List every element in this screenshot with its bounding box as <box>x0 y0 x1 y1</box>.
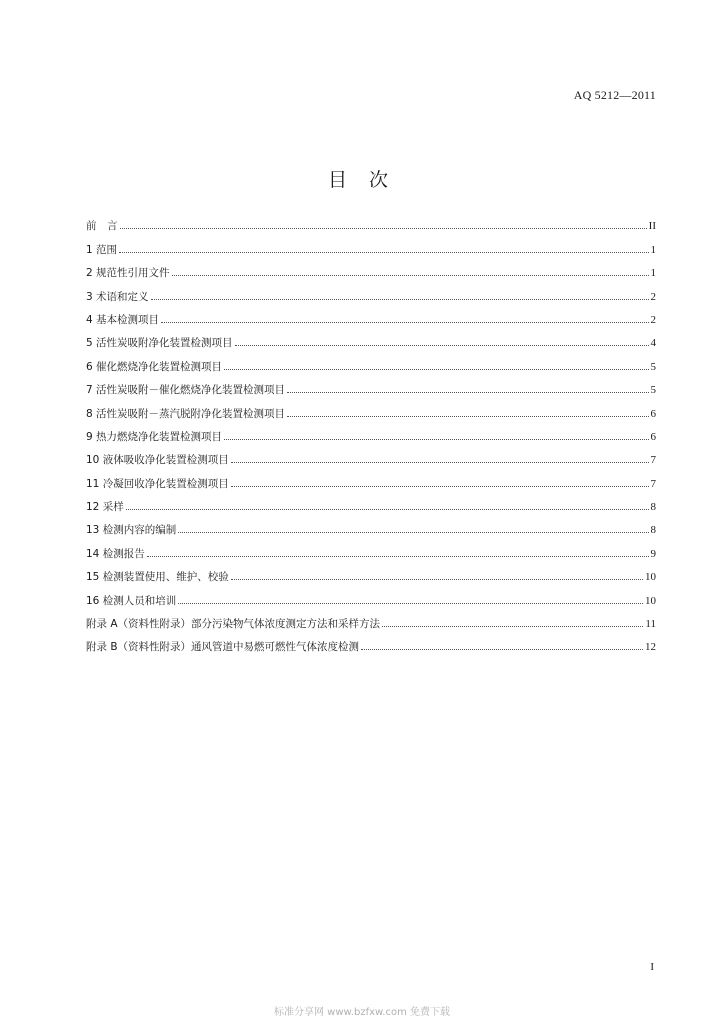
toc-entry-page: 5 <box>650 360 656 373</box>
toc-leader-dots <box>147 555 649 557</box>
toc-leader-dots <box>172 274 649 276</box>
toc-entry-label: 11 冷凝回收净化装置检测项目 <box>86 477 229 490</box>
toc-leader-dots <box>126 508 649 510</box>
toc-entry[interactable] <box>86 608 656 631</box>
toc-leader-dots <box>287 391 648 393</box>
toc-leader-dots <box>178 531 648 533</box>
toc-entry[interactable] <box>86 467 656 490</box>
toc-leader-dots <box>382 625 643 627</box>
toc-entry-page: 6 <box>650 407 656 420</box>
toc-entry[interactable] <box>86 514 656 537</box>
toc-leader-dots <box>231 578 643 580</box>
toc-entry-page: 8 <box>650 501 656 514</box>
toc-leader-dots <box>231 461 649 463</box>
toc-entry[interactable] <box>86 350 656 373</box>
standard-code: AQ 5212—2011 <box>573 88 656 102</box>
toc-leader-dots <box>178 602 643 604</box>
toc-leader-dots <box>161 321 648 323</box>
toc-entry-page: II <box>648 220 656 233</box>
page-number: I <box>650 961 654 973</box>
toc-entry[interactable] <box>86 584 656 607</box>
toc-entry-label: 9 热力燃烧净化装置检测项目 <box>86 430 223 443</box>
toc-leader-dots <box>119 251 648 253</box>
toc-leader-dots <box>120 227 647 229</box>
toc-entry[interactable] <box>86 257 656 280</box>
toc-entry-page: 8 <box>650 524 656 537</box>
toc-entry-page: 1 <box>650 267 656 280</box>
toc-entry-label: 4 基本检测项目 <box>86 313 160 326</box>
toc-entry-label: 10 液体吸收净化装置检测项目 <box>86 454 229 467</box>
toc-entry-label: 6 催化燃烧净化装置检测项目 <box>86 360 223 373</box>
toc-entry-page: 7 <box>650 477 656 490</box>
toc-entry[interactable] <box>86 374 656 397</box>
toc-entry-page: 2 <box>650 313 656 326</box>
toc-leader-dots <box>231 485 649 487</box>
toc-entry-label: 1 范围 <box>86 243 118 256</box>
toc-entry-label: 附录 B（资料性附录）通风管道中易燃可燃性气体浓度检测 <box>86 641 360 654</box>
toc-entry-label: 5 活性炭吸附净化装置检测项目 <box>86 337 233 350</box>
toc-entry-label: 前 言 <box>86 220 118 233</box>
toc-entry-page: 9 <box>650 547 656 560</box>
toc-entry-label: 3 术语和定义 <box>86 290 149 303</box>
toc-entry-page: 7 <box>650 454 656 467</box>
toc-entry-page: 10 <box>645 571 656 584</box>
table-of-contents <box>86 210 656 654</box>
toc-entry[interactable] <box>86 561 656 584</box>
toc-entry[interactable] <box>86 327 656 350</box>
toc-entry[interactable] <box>86 233 656 256</box>
toc-entry[interactable] <box>86 537 656 560</box>
toc-entry-label: 8 活性炭吸附－蒸汽脱附净化装置检测项目 <box>86 407 286 420</box>
toc-leader-dots <box>287 415 648 417</box>
toc-leader-dots <box>235 344 649 346</box>
toc-entry-page: 4 <box>650 337 656 350</box>
toc-entry-page: 6 <box>650 430 656 443</box>
toc-entry[interactable] <box>86 397 656 420</box>
toc-entry-label: 15 检测装置使用、维护、校验 <box>86 571 229 584</box>
toc-entry-page: 10 <box>645 594 656 607</box>
toc-entry[interactable] <box>86 491 656 514</box>
page-title: 目 次 <box>327 168 397 191</box>
toc-entry[interactable] <box>86 304 656 327</box>
toc-entry-page: 5 <box>650 384 656 397</box>
toc-entry-label: 12 采样 <box>86 501 124 514</box>
footer-watermark: 标准分享网 www.bzfxw.com 免费下载 <box>274 1007 450 1018</box>
toc-entry-page: 11 <box>645 618 656 631</box>
toc-leader-dots <box>224 438 648 440</box>
toc-entry-label: 16 检测人员和培训 <box>86 594 177 607</box>
toc-leader-dots <box>151 298 649 300</box>
toc-entry-page: 12 <box>645 641 656 654</box>
toc-leader-dots <box>361 648 643 650</box>
toc-entry[interactable] <box>86 444 656 467</box>
toc-entry-page: 2 <box>650 290 656 303</box>
toc-entry[interactable] <box>86 631 656 654</box>
toc-entry-label: 13 检测内容的编制 <box>86 524 177 537</box>
toc-leader-dots <box>224 368 648 370</box>
toc-entry-label: 7 活性炭吸附－催化燃烧净化装置检测项目 <box>86 384 286 397</box>
toc-entry[interactable] <box>86 210 656 233</box>
toc-entry-label: 2 规范性引用文件 <box>86 267 170 280</box>
toc-entry-page: 1 <box>650 243 656 256</box>
toc-entry-label: 14 检测报告 <box>86 547 145 560</box>
toc-entry-label: 附录 A（资料性附录）部分污染物气体浓度测定方法和采样方法 <box>86 618 381 631</box>
toc-entry[interactable] <box>86 280 656 303</box>
toc-entry[interactable] <box>86 421 656 444</box>
